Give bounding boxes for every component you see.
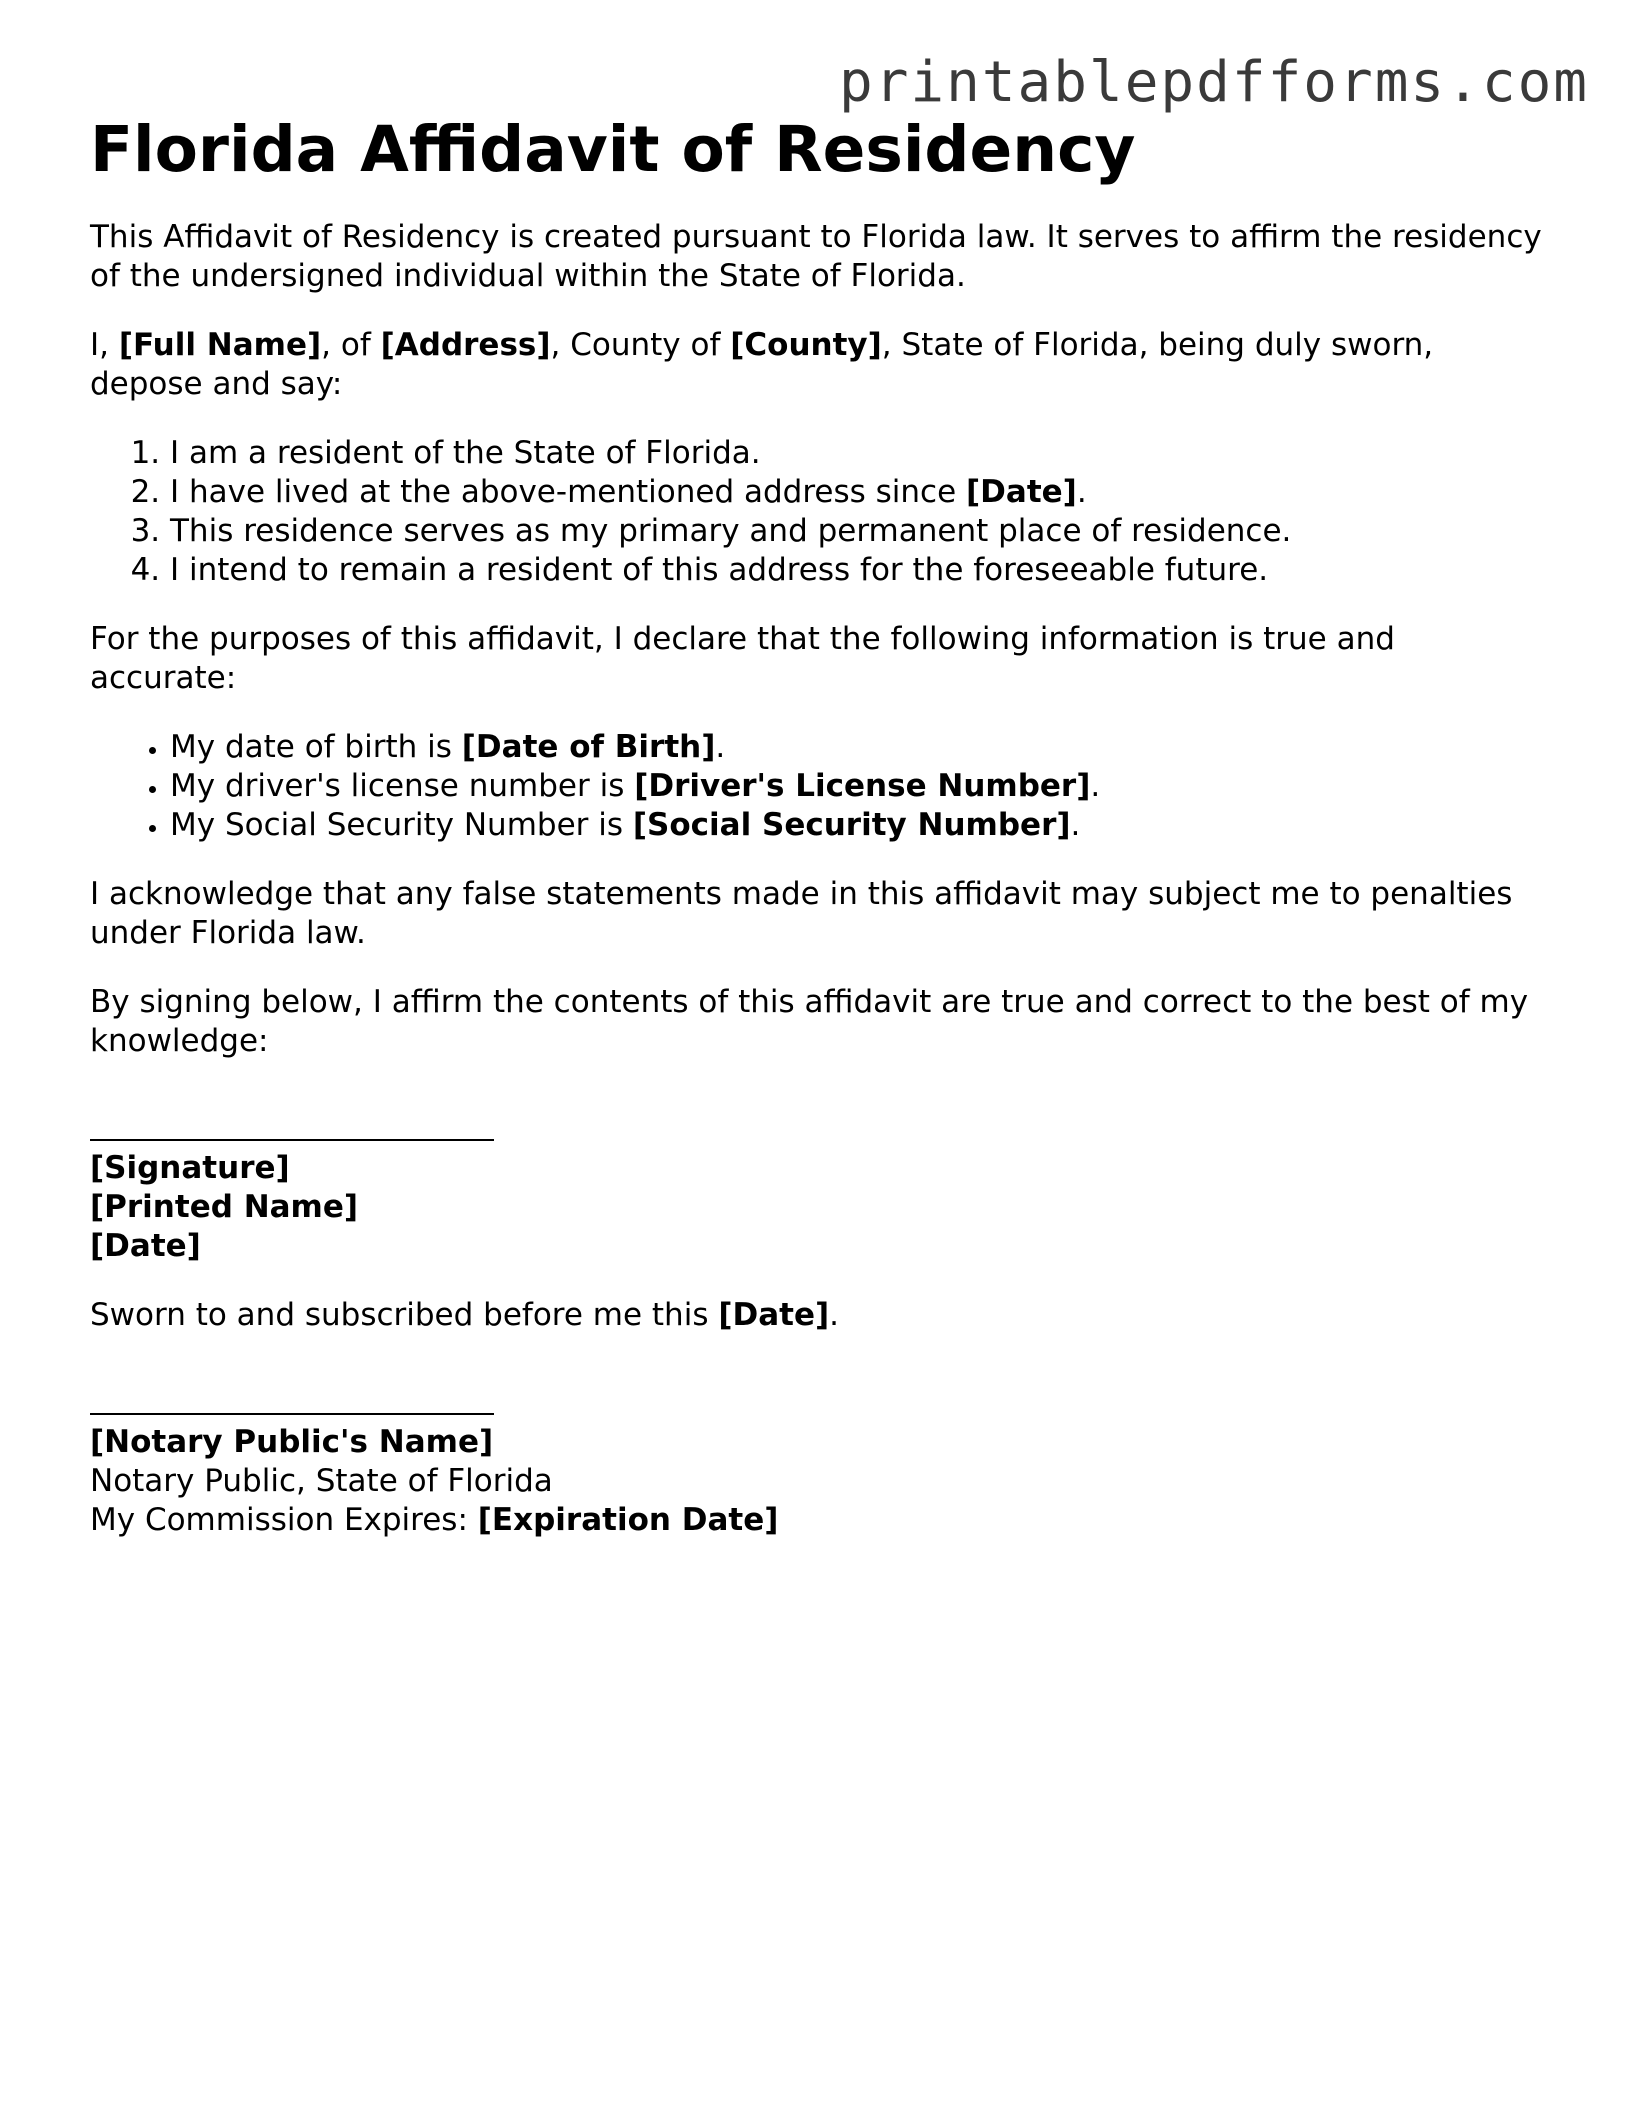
oath-text-4: , State of Florida, being duly sworn, depose and say: <box>90 327 1434 402</box>
watermark: printablepdfforms.com <box>838 50 1589 115</box>
info-item <box>170 806 1550 845</box>
printed-name-placeholder: [Printed Name] <box>90 1189 359 1225</box>
expiration-date-placeholder: [Expiration Date] <box>477 1502 779 1538</box>
county-placeholder: [County] <box>730 327 882 363</box>
statement-item <box>170 473 1550 512</box>
oath-text-1: I, <box>90 327 119 363</box>
signature-block <box>90 1109 1550 1266</box>
statement-text: I intend to remain a resident of this address for the foreseeable future. <box>170 552 1269 588</box>
statement-tail: . <box>1076 474 1087 510</box>
info-text: My Social Security Number is <box>170 807 633 843</box>
statement-item <box>170 551 1550 590</box>
ssn-placeholder: [Social Security Number] <box>632 807 1071 843</box>
oath-text-3: , County of <box>550 327 731 363</box>
sworn-paragraph <box>90 1296 1550 1335</box>
notary-title: Notary Public, State of Florida <box>90 1463 553 1499</box>
declare-paragraph: For the purposes of this affidavit, I declare that the following information is true and accurate: <box>90 621 1395 696</box>
acknowledge-paragraph: I acknowledge that any false statements made in this affidavit may subject me to penalties under Florida law. <box>90 876 1513 951</box>
signature-line <box>90 1109 494 1141</box>
info-text: My driver's license number is <box>170 768 635 804</box>
statement-item <box>170 434 1550 473</box>
statement-item <box>170 512 1550 551</box>
info-text: My date of birth is <box>170 729 462 765</box>
notary-signature-line <box>90 1383 494 1415</box>
statement-text: I have lived at the above-mentioned address since <box>170 474 966 510</box>
commission-expires <box>90 1501 1550 1540</box>
signature-placeholder: [Signature] <box>90 1150 290 1186</box>
commission-expires-label: My Commission Expires: <box>90 1502 478 1538</box>
intro-paragraph: This Affidavit of Residency is created pursuant to Florida law. It serves to affirm the residency of the undersigned individual within the State of Florida. <box>90 219 1542 294</box>
date-of-birth-placeholder: [Date of Birth] <box>461 729 716 765</box>
statement-text: This residence serves as my primary and permanent place of residence. <box>170 513 1292 549</box>
signature-date-placeholder: [Date] <box>90 1228 201 1264</box>
address-placeholder: [Address] <box>380 327 551 363</box>
info-tail: . <box>715 729 726 765</box>
sworn-text: Sworn to and subscribed before me this <box>90 1297 719 1333</box>
sworn-tail: . <box>829 1297 840 1333</box>
notary-block <box>90 1383 1550 1540</box>
residence-date-placeholder: [Date] <box>966 474 1077 510</box>
affirm-paragraph: By signing below, I affirm the contents of this affidavit are true and correct to the best of my knowledge: <box>90 984 1529 1059</box>
info-tail: . <box>1090 768 1101 804</box>
statements-list <box>90 434 1550 590</box>
drivers-license-placeholder: [Driver's License Number] <box>634 768 1091 804</box>
full-name-placeholder: [Full Name] <box>118 327 322 363</box>
sworn-date-placeholder: [Date] <box>718 1297 830 1333</box>
oath-text-2: , of <box>321 327 381 363</box>
oath-paragraph <box>90 326 1550 404</box>
notary-name-placeholder: [Notary Public's Name] <box>90 1424 494 1460</box>
page-title: Florida Affidavit of Residency <box>90 113 1136 186</box>
info-list <box>90 728 1550 845</box>
info-tail: . <box>1070 807 1081 843</box>
info-item <box>170 728 1550 767</box>
statement-text: I am a resident of the State of Florida. <box>170 435 761 471</box>
info-item <box>170 767 1550 806</box>
affidavit-document <box>90 112 1550 1540</box>
